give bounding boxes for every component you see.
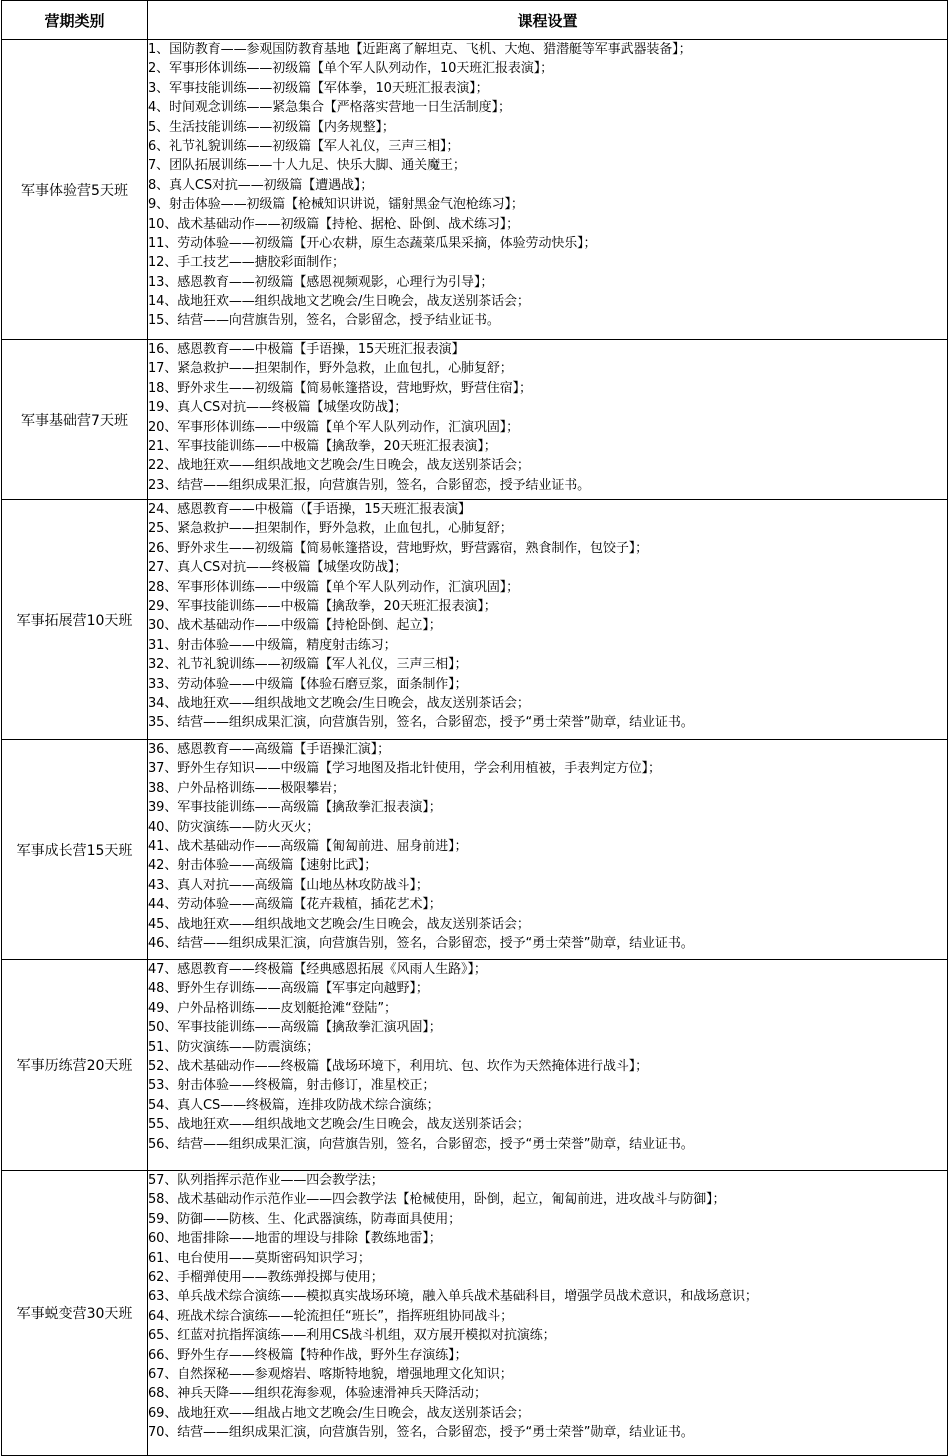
- course-item: 48、野外生存训练——高级篇【军事定向越野】；: [148, 981, 429, 997]
- course-item: 47、感恩教育——终极篇【经典感恩拓展《风雨人生路》】；: [148, 962, 487, 977]
- course-item: 63、单兵战术综合演练——模拟真实战场环境，融入单兵战术基础科目，增强学员战术意识，和战场意识；: [148, 1289, 758, 1305]
- course-item: 4、时间观念训练——紧急集合【严格落实营地一日生活制度】；: [148, 100, 511, 116]
- course-item: 65、红蓝对抗指挥演练——利用CS战斗机组，双方展开模拟对抗演练；: [148, 1328, 556, 1344]
- course-item: 49、户外品格训练——皮划艇抢滩“登陆”；: [148, 1000, 397, 1016]
- course-item: 37、野外生存知识——中级篇【学习地图及指北针使用，学会利用植被，手表判定方位】；: [148, 761, 661, 777]
- course-item: 5、生活技能训练——初级篇【内务规整】；: [148, 119, 395, 135]
- course-list: [148, 740, 948, 960]
- course-item: 54、真人CS——终极篇，连排攻防战术综合演练；: [148, 1097, 440, 1113]
- course-item: 27、真人CS对抗——终极篇【城堡攻防战】；: [148, 560, 408, 576]
- course-item: 6、礼节礼貌训练——初级篇【军人礼仪，三声三相】；: [148, 138, 460, 154]
- course-item: 69、战地狂欢——组战占地文艺晚会/生日晚会，战友送别茶话会；: [148, 1405, 530, 1421]
- course-item: 34、战地狂欢——组织战地文艺晚会/生日晚会，战友送别茶话会；: [148, 695, 530, 711]
- course-item: 53、射击体验——终极篇，射击修订，准星校正；: [148, 1078, 436, 1094]
- camp-row: [2, 340, 948, 500]
- header-row: [2, 1, 948, 40]
- course-item: 1、国防教育——参观国防教育基地【近距离了解坦克、飞机、大炮、猎潜艇等军事武器装备】；: [148, 42, 692, 57]
- course-item: 8、真人CS对抗——初级篇【遭遇战】；: [148, 177, 374, 193]
- course-item: 30、战术基础动作——中级篇【持枪卧倒、起立】；: [148, 618, 442, 634]
- course-item: 59、防御——防核、生、化武器演练，防毒面具使用；: [148, 1211, 462, 1227]
- course-item: 24、感恩教育——中极篇（【手语操，15天班汇报表演】: [148, 502, 471, 517]
- course-item: 33、劳动体验——中级篇【体验石磨豆浆，面条制作】；: [148, 676, 468, 692]
- course-item: 9、射击体验——初级篇【枪械知识讲说，镭射黑金气泡枪练习】；: [148, 197, 524, 213]
- course-schedule-table: [1, 0, 948, 1456]
- course-item: 61、电台使用——莫斯密码知识学习；: [148, 1250, 371, 1266]
- course-item: 50、军事技能训练——高级篇【擒敌拳汇演巩固】；: [148, 1020, 442, 1036]
- course-item: 11、劳动体验——初级篇【开心农耕，原生态蔬菜瓜果采摘，体验劳动快乐】；: [148, 235, 597, 251]
- course-list: [148, 500, 948, 740]
- camp-name: 军事基础营7天班: [2, 340, 148, 500]
- course-item: 16、感恩教育——中极篇【手语操，15天班汇报表演】: [148, 342, 465, 357]
- course-item: 55、战地狂欢——组织战地文艺晚会/生日晚会，战友送别茶话会；: [148, 1117, 530, 1133]
- course-item: 57、队列指挥示范作业——四会教学法；: [148, 1173, 384, 1188]
- course-item: 58、战术基础动作示范作业——四会教学法【枪械使用，卧倒，起立，匍匐前进，进攻战斗与防御】；: [148, 1192, 726, 1208]
- course-list: [148, 1171, 948, 1456]
- course-item: 67、自然探秘——参观熔岩、喀斯特地貌，增强地理文化知识；: [148, 1366, 513, 1382]
- camp-name: 军事蜕变营30天班: [2, 1171, 148, 1456]
- course-item: 22、战地狂欢——组织战地文艺晚会/生日晚会，战友送别茶话会；: [148, 458, 530, 474]
- course-item: 29、军事技能训练——中极篇【擒敌拳，20天班汇报表演】；: [148, 598, 497, 614]
- course-item: 25、紧急救护——担架制作，野外急救，止血包扎，心肺复舒；: [148, 521, 513, 537]
- course-item: 68、神兵天降——组织花海参观，体验速滑神兵天降活动；: [148, 1386, 487, 1402]
- course-item: 62、手榴弹使用——教练弹投掷与使用；: [148, 1269, 384, 1285]
- course-item: 42、射击体验——高级篇【速射比武】；: [148, 858, 378, 874]
- header-category: 营期类别: [2, 1, 148, 40]
- course-item: 31、射击体验——中级篇，精度射击练习；: [148, 637, 397, 653]
- camp-row: [2, 500, 948, 740]
- course-item: 44、劳动体验——高级篇【花卉栽植，插花艺术】；: [148, 897, 442, 913]
- course-item: 14、战地狂欢——组织战地文艺晚会/生日晚会，战友送别茶话会；: [148, 294, 530, 310]
- course-list: [148, 960, 948, 1171]
- course-list: [148, 340, 948, 500]
- course-item: 66、野外生存——终极篇【特种作战，野外生存演练】；: [148, 1347, 468, 1363]
- camp-row: [2, 1171, 948, 1456]
- course-item: 19、真人CS对抗——终极篇【城堡攻防战】；: [148, 400, 408, 416]
- course-item: 7、团队拓展训练——十人九足、快乐大脚、通关魔王；: [148, 158, 466, 174]
- course-item: 43、真人对抗——高级篇【山地丛林攻防战斗】；: [148, 877, 429, 893]
- course-item: 40、防灾演练——防火灭火；: [148, 819, 320, 835]
- course-item: 52、战术基础动作——终极篇【战场环境下，利用坑、包、坎作为天然掩体进行战斗】；: [148, 1058, 649, 1074]
- course-item: 70、结营——组织成果汇演，向营旗告别，签名，合影留恋，授予“勇士荣誉”勋章，结业证书。: [148, 1425, 694, 1441]
- camp-name: 军事拓展营10天班: [2, 500, 148, 740]
- course-item: 56、结营——组织成果汇演，向营旗告别，签名，合影留恋，授予“勇士荣誉”勋章，结业证书。: [148, 1136, 694, 1152]
- camp-row: [2, 960, 948, 1171]
- course-item: 13、感恩教育——初级篇【感恩视频观影，心理行为引导】；: [148, 274, 494, 290]
- course-item: 64、班战术综合演练——轮流担任“班长”，指挥班组协同战斗；: [148, 1308, 514, 1324]
- camp-row: [2, 740, 948, 960]
- course-item: 2、军事形体训练——初级篇【单个军人队列动作，10天班汇报表演】；: [148, 61, 554, 77]
- course-item: 17、紧急救护——担架制作，野外急救，止血包扎，心肺复舒；: [148, 361, 513, 377]
- course-item: 26、野外求生——初级篇【简易帐篷搭设，营地野炊，野营露宿，熟食制作，包饺子】；: [148, 540, 649, 556]
- course-item: 45、战地狂欢——组织战地文艺晚会/生日晚会，战友送别茶话会；: [148, 916, 530, 932]
- course-item: 35、结营——组织成果汇演，向营旗告别，签名，合影留恋，授予“勇士荣誉”勋章，结业证书。: [148, 715, 694, 731]
- course-item: 21、军事技能训练——中极篇【擒敌拳，20天班汇报表演】；: [148, 438, 497, 454]
- course-item: 36、感恩教育——高级篇【手语操汇演】；: [148, 742, 391, 757]
- header-courses: 课程设置: [148, 1, 948, 40]
- course-item: 10、战术基础动作——初级篇【持枪、据枪、卧倒、战术练习】；: [148, 216, 520, 232]
- course-item: 39、军事技能训练——高级篇【擒敌拳汇报表演】；: [148, 800, 442, 816]
- course-item: 12、手工技艺——搪胶彩面制作；: [148, 255, 345, 271]
- camp-name: 军事历练营20天班: [2, 960, 148, 1171]
- camp-row: [2, 40, 948, 340]
- course-item: 41、战术基础动作——高级篇【匍匐前进、屈身前进】；: [148, 838, 468, 854]
- course-item: 60、地雷排除——地雷的埋设与排除【教练地雷】；: [148, 1231, 442, 1247]
- course-item: 46、结营——组织成果汇演，向营旗告别，签名，合影留恋，授予“勇士荣誉”勋章，结业证书。: [148, 935, 694, 951]
- camp-name: 军事体验营5天班: [2, 40, 148, 340]
- course-list: [148, 40, 948, 340]
- table-body: [2, 40, 948, 1456]
- course-item: 18、野外求生——初级篇【简易帐篷搭设，营地野炊，野营住宿】；: [148, 380, 532, 396]
- course-item: 38、户外品格训练——极限攀岩；: [148, 780, 345, 796]
- course-item: 51、防灾演练——防震演练；: [148, 1039, 320, 1055]
- course-item: 23、结营——组织成果汇报，向营旗告别，签名，合影留恋，授予结业证书。: [148, 477, 591, 493]
- course-item: 32、礼节礼貌训练——初级篇【军人礼仪，三声三相】；: [148, 657, 468, 673]
- course-item: 3、军事技能训练——初级篇【军体拳，10天班汇报表演】；: [148, 80, 489, 96]
- course-item: 28、军事形体训练——中级篇【单个军人队列动作，汇演巩固】；: [148, 579, 520, 595]
- course-item: 20、军事形体训练——中级篇【单个军人队列动作，汇演巩固】；: [148, 419, 520, 435]
- course-item: 15、结营——向营旗告别，签名，合影留念，授予结业证书。: [148, 313, 500, 329]
- camp-name: 军事成长营15天班: [2, 740, 148, 960]
